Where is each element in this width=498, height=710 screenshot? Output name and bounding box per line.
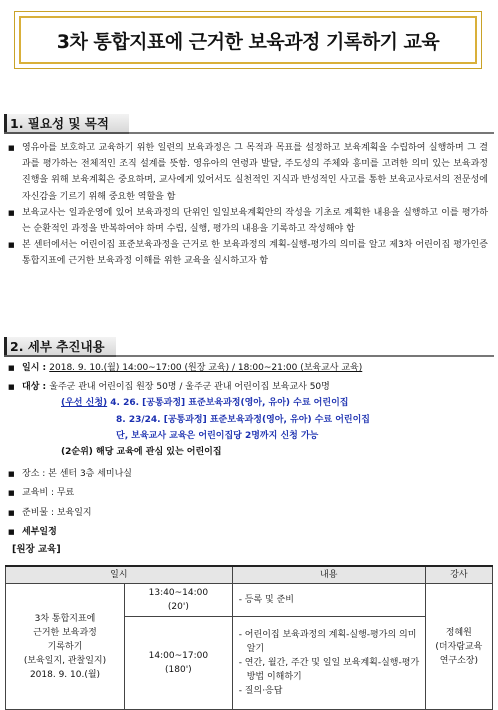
instructor-title: 연구소장) xyxy=(439,655,478,666)
content-item: - 등록 및 준비 xyxy=(238,595,295,605)
header-datetime: 일시 xyxy=(6,566,233,584)
content-cell xyxy=(232,617,425,710)
list-item: ■ 본 센터에서는 어린이집 표준보육과정을 근거로 한 보육과정의 계획-실행-평가의 의미를 알고 제3차 어린이집 평가인증 통합지표에 근거한 보육과정 이해를 위한 교육을 실시하고자 함 xyxy=(6,237,488,269)
duration: (180') xyxy=(165,665,192,675)
content-cell xyxy=(232,584,425,617)
session-title-line: 근거한 보육과정 xyxy=(33,627,97,638)
heading-bar xyxy=(4,337,7,355)
session-title-line: (보육일지, 관찰일지) xyxy=(23,655,107,666)
list-item: ■ 준비물 : 보육일지 xyxy=(6,505,476,521)
session-title-line: 기록하기 xyxy=(47,641,83,652)
date-value: 2018. 9. 10.(월) 14:00~17:00 (원장 교육) / 18:00~21:00 (보육교사 교육) xyxy=(49,363,363,373)
list-item: ■ 영유아를 보호하고 교육하기 위한 일련의 보육과정은 그 목적과 목표를 설정하고 보육계획을 수립하여 실행하며 그 결과를 평가하는 전체적인 조직 설계를 뜻함. 영유아의 연령과 발달, 주도성의 주체와 흥미를 고려한 의미 있는 보육과정 진행을 위해 보육계획은 중요하며, 교사에게 있어서도 실천적인 지식과 반성적인 사고를 통한 보육교사로서의 전문성에 자신감을 기르기 위해 중요한 역할을 함 xyxy=(6,140,488,205)
heading-bar xyxy=(4,114,7,132)
header-instructor: 강사 xyxy=(425,566,492,584)
time: 13:40~14:00 xyxy=(148,588,209,598)
content-item: - 어린이집 보육과정의 계획-실행-평가의 의미 알기 xyxy=(238,630,417,654)
duration: (20') xyxy=(167,602,189,612)
priority-1-text: 4. 26. [공통과정] 표준보육과정(영아, 유아) 수료 어린이집 xyxy=(107,398,349,409)
list-item xyxy=(6,379,476,395)
time: 14:00~17:00 xyxy=(148,651,209,661)
table-row xyxy=(6,584,493,617)
instructor-org: (더자람교육 xyxy=(435,641,483,652)
list-item xyxy=(6,360,476,376)
session-title-cell xyxy=(6,584,125,710)
section-1-title: 1. 필요성 및 목적 xyxy=(10,116,109,131)
list-item: ■ 장소 : 본 센터 3층 세미나실 xyxy=(6,466,476,482)
target-label: 대상 : xyxy=(22,382,50,393)
purpose-list xyxy=(6,140,488,270)
title-inner-frame xyxy=(19,16,477,64)
instructor-cell xyxy=(425,584,492,710)
details-list xyxy=(6,360,476,543)
document-title: 3차 통합지표에 근거한 보육과정 기록하기 교육 xyxy=(56,30,440,53)
time-cell xyxy=(125,617,233,710)
second-priority: (2순위) 해당 교육에 관심 있는 어린이집 xyxy=(61,447,222,458)
list-item: ■ 보육교사는 일과운영에 있어 보육과정의 단위인 일일보육계획안의 작성을 기초로 계획한 내용을 실행하고 이를 평가하는 순환적인 과정을 반복하여야 하며 수립, 실행, 평가의 내용을 기록하고 작성해야 함 xyxy=(6,205,488,237)
priority-1 xyxy=(6,395,476,411)
section-1-heading xyxy=(4,114,129,134)
director-education-label: [원장 교육] xyxy=(12,544,61,555)
content-item: - 연간, 월간, 주간 및 일일 보육계획-실행-평가방법 이해하기 xyxy=(238,658,420,682)
priority-2b: 단, 보육교사 교육은 어린이집당 2명까지 신청 가능 xyxy=(116,430,319,441)
list-item: ■ 세부일정 xyxy=(6,524,476,540)
target-value: 울주군 관내 어린이집 원장 50명 / 울주군 관내 어린이집 보육교사 50명 xyxy=(49,382,330,393)
title-frame xyxy=(14,11,482,69)
section-2-heading xyxy=(4,337,116,357)
section-2-rule xyxy=(116,355,494,357)
instructor-name: 정혜원 xyxy=(445,627,472,638)
priority-2a: 8. 23/24. [공통과정] 표준보육과정(영아, 유아) 수료 어린이집 xyxy=(116,414,370,425)
list-item: ■ 교육비 : 무료 xyxy=(6,485,476,501)
content-item: - 질의·응답 xyxy=(238,686,283,696)
schedule-table xyxy=(5,565,493,710)
section-1-rule xyxy=(129,132,494,134)
priority-line xyxy=(6,395,476,460)
time-cell xyxy=(125,584,233,617)
priority-label: (우선 신청) xyxy=(61,398,108,409)
session-title-line: 3차 통합지표에 xyxy=(34,613,96,624)
section-2-title: 2. 세부 추진내용 xyxy=(10,339,105,354)
date-label: 일시 : xyxy=(22,363,50,373)
header-content: 내용 xyxy=(232,566,425,584)
table-header-row xyxy=(6,566,493,584)
session-title-line: 2018. 9. 10.(월) xyxy=(29,669,101,680)
